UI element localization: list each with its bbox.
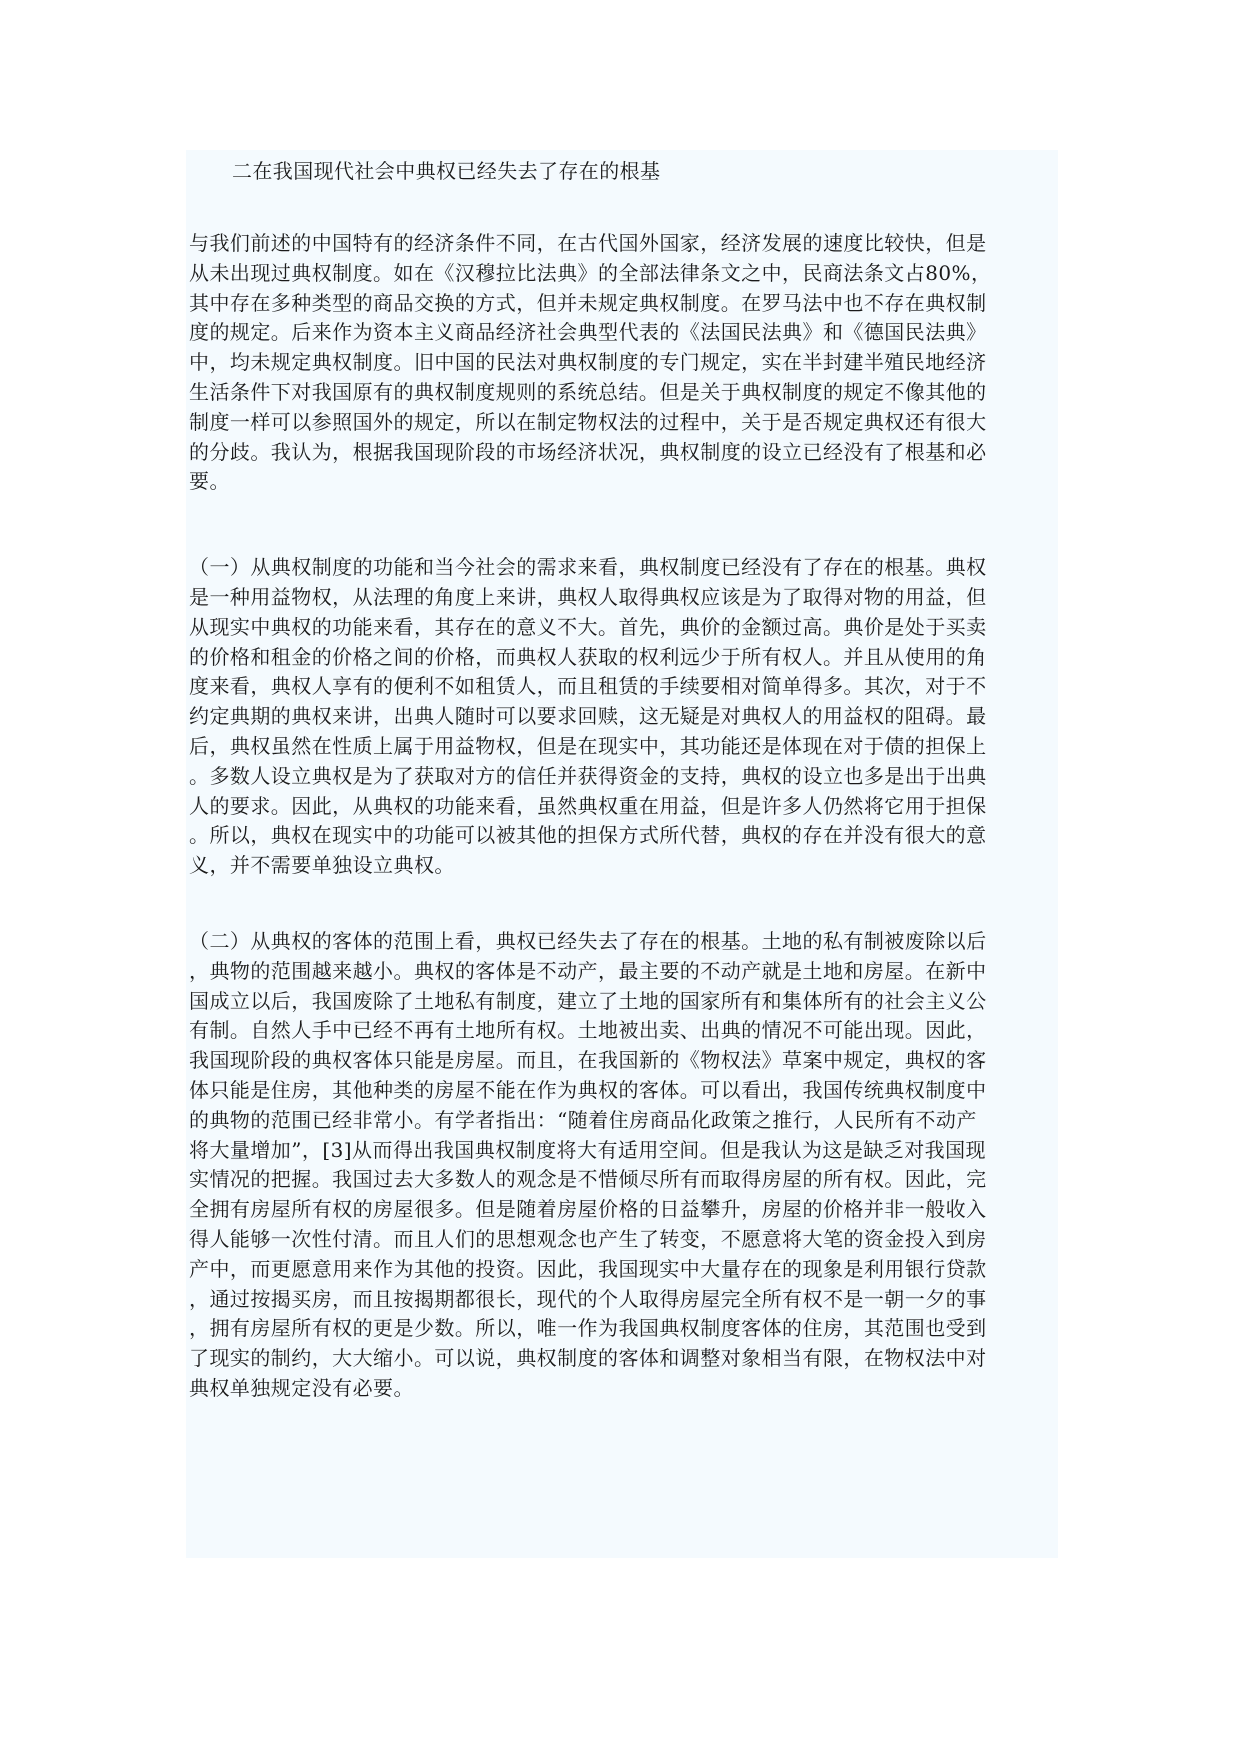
paragraph-line: 制度一样可以参照国外的规定，所以在制定物权法的过程中，关于是否规定典权还有很大 — [189, 409, 987, 434]
paragraph-line: ，通过按揭买房，而且按揭期都很长，现代的个人取得房屋完全所有权不是一朝一夕的事 — [189, 1286, 987, 1311]
paragraph — [189, 927, 1054, 1404]
paragraph-line: 体只能是住房，其他种类的房屋不能在作为典权的客体。可以看出，我国传统典权制度中 — [189, 1077, 987, 1102]
paragraph-line: 度的规定。后来作为资本主义商品经济社会典型代表的《法国民法典》和《德国民法典》 — [189, 320, 987, 345]
paragraph-line: 与我们前述的中国特有的经济条件不同，在古代国外国家，经济发展的速度比较快，但是 — [189, 231, 987, 255]
paragraph-line: 度来看，典权人享有的便利不如租赁人，而且租赁的手续要相对简单得多。其次，对于不 — [189, 674, 987, 699]
spacer — [189, 189, 1054, 229]
paragraph-line: 其中存在多种类型的商品交换的方式，但并未规定典权制度。在罗马法中也不存在典权制 — [189, 290, 987, 315]
paragraph-line: 约定典期的典权来讲，出典人随时可以要求回赎，这无疑是对典权人的用益权的阻碍。最 — [189, 704, 987, 729]
paragraph-line: 是一种用益物权，从法理的角度上来讲，典权人取得典权应该是为了取得对物的用益，但 — [189, 584, 987, 609]
paragraph-line: 得人能够一次性付清。而且人们的思想观念也产生了转变，不愿意将大笔的资金投入到房 — [189, 1226, 987, 1251]
paragraph — [189, 553, 1054, 881]
paragraph-line: ，拥有房屋所有权的更是少数。所以，唯一作为我国典权制度客体的住房，其范围也受到 — [189, 1316, 987, 1341]
paragraph — [189, 229, 1054, 497]
paragraph-line: 。所以，典权在现实中的功能可以被其他的担保方式所代替，典权的存在并没有很大的意 — [189, 823, 987, 848]
paragraph-line: 了现实的制约，大大缩小。可以说，典权制度的客体和调整对象相当有限，在物权法中对 — [189, 1346, 987, 1371]
paragraph-line: 生活条件下对我国原有的典权制度规则的系统总结。但是关于典权制度的规定不像其他的 — [189, 379, 987, 404]
paragraph-line: 义，并不需要单独设立典权。 — [189, 853, 455, 878]
paragraph-line: 的价格和租金的价格之间的价格，而典权人获取的权利远少于所有权人。并且从使用的角 — [189, 644, 987, 669]
paragraph-line: 中，均未规定典权制度。旧中国的民法对典权制度的专门规定，实在半封建半殖民地经济 — [189, 350, 987, 375]
paragraph-line: 。多数人设立典权是为了获取对方的信任并获得资金的支持，典权的设立也多是出于出典 — [189, 763, 987, 788]
paragraph-line: 人的要求。因此，从典权的功能来看，虽然典权重在用益，但是许多人仍然将它用于担保 — [189, 793, 987, 818]
paragraph-line: 国成立以后，我国废除了土地私有制度，建立了土地的国家所有和集体所有的社会主义公 — [189, 988, 987, 1013]
paragraph-line: 后，典权虽然在性质上属于用益物权，但是在现实中，其功能还是体现在对于债的担保上 — [189, 733, 987, 758]
paragraph-line: 要。 — [189, 469, 230, 494]
paragraph-line: 从未出现过典权制度。如在《汉穆拉比法典》的全部法律条文之中，民商法条文占80%， — [189, 260, 992, 285]
section-heading: 二在我国现代社会中典权已经失去了存在的根基 — [232, 159, 661, 183]
paragraph-line: 的典物的范围已经非常小。有学者指出：“随着住房商品化政策之推行，人民所有不动产 — [189, 1107, 977, 1132]
paragraph-line: ，典物的范围越来越小。典权的客体是不动产，最主要的不动产就是土地和房屋。在新中 — [189, 958, 987, 983]
spacer — [189, 497, 1054, 553]
paragraph-line: 的分歧。我认为，根据我国现阶段的市场经济状况，典权制度的设立已经没有了根基和必 — [189, 439, 987, 464]
paragraph-line: 典权单独规定没有必要。 — [189, 1375, 414, 1400]
paragraph-line: 实情况的把握。我国过去大多数人的观念是不惜倾尽所有而取得房屋的所有权。因此，完 — [189, 1167, 987, 1192]
paragraph-line: （二）从典权的客体的范围上看，典权已经失去了存在的根基。土地的私有制被废除以后 — [189, 928, 987, 953]
paragraph-line: 我国现阶段的典权客体只能是房屋。而且，在我国新的《物权法》草案中规定，典权的客 — [189, 1048, 987, 1073]
paragraph-line: 将大量增加”，[3]从而得出我国典权制度将大有适用空间。但是我认为这是缺乏对我国现 — [189, 1137, 987, 1162]
spacer — [189, 881, 1054, 927]
document-content — [186, 150, 1058, 1558]
paragraph-line: 有制。自然人手中已经不再有土地所有权。土地被出卖、出典的情况不可能出现。因此， — [189, 1018, 987, 1043]
paragraph-line: 产中，而更愿意用来作为其他的投资。因此，我国现实中大量存在的现象是利用银行贷款 — [189, 1256, 987, 1281]
paragraph-line: 全拥有房屋所有权的房屋很多。但是随着房屋价格的日益攀升，房屋的价格并非一般收入 — [189, 1197, 987, 1222]
paragraph-line: 从现实中典权的功能来看，其存在的意义不大。首先，典价的金额过高。典价是处于买卖 — [189, 614, 987, 639]
paragraph-line: （一）从典权制度的功能和当今社会的需求来看，典权制度已经没有了存在的根基。典权 — [189, 555, 987, 580]
